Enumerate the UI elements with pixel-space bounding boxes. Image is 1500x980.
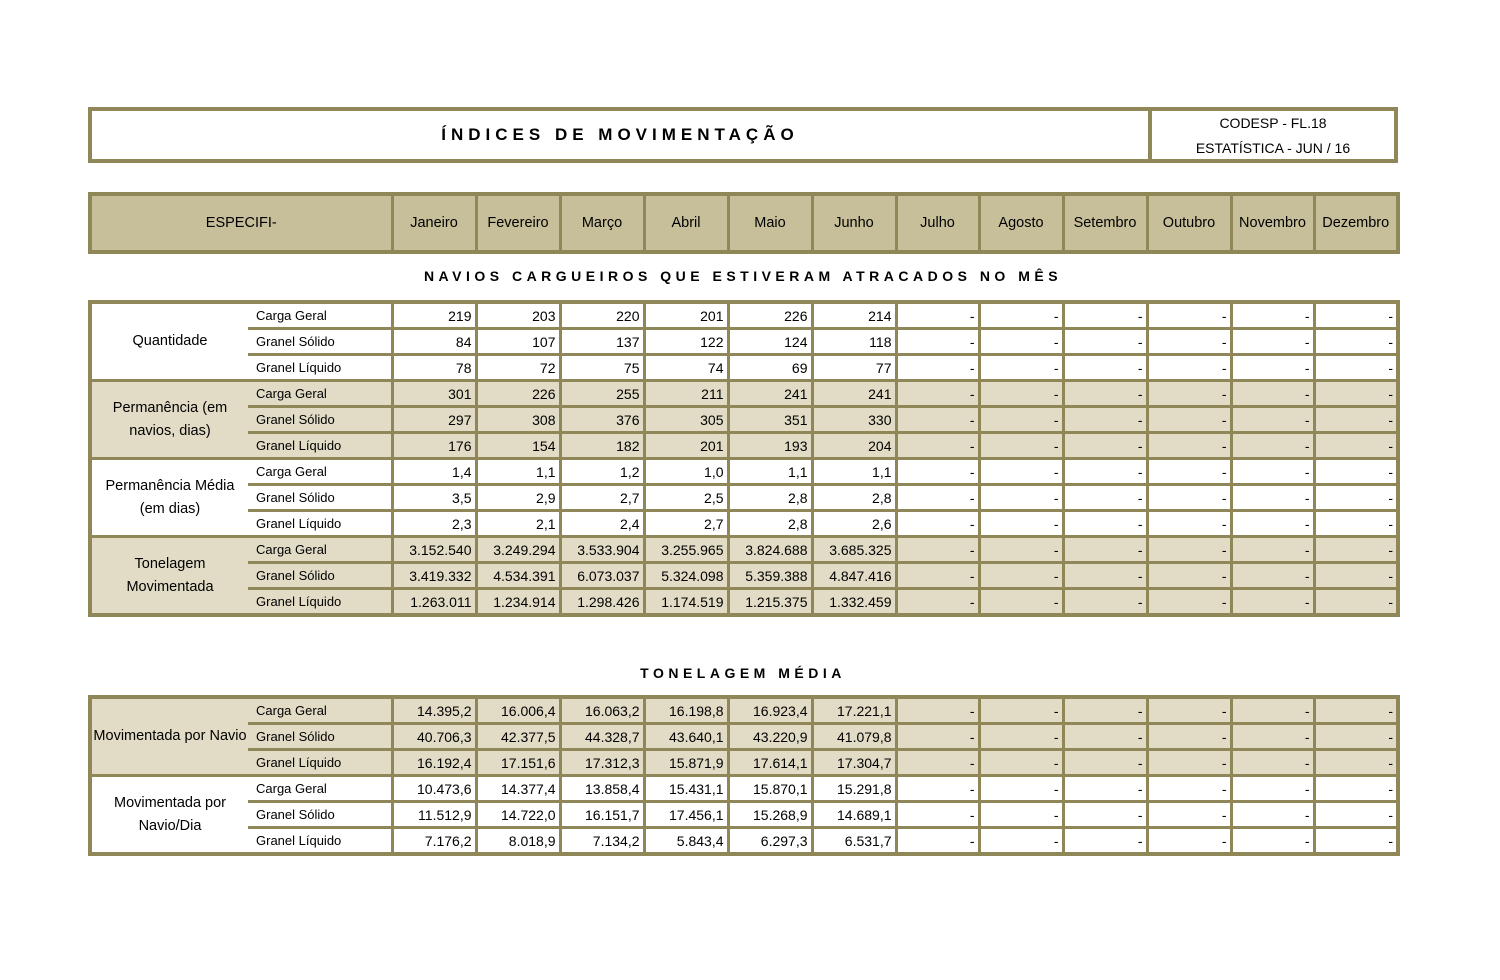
value-cell: - [896, 381, 979, 407]
value-cell: - [1147, 329, 1231, 355]
cargo-type-label: Granel Sólido [248, 802, 392, 828]
value-cell: - [1147, 511, 1231, 537]
table-row [90, 802, 1398, 828]
value-cell: 297 [392, 407, 476, 433]
statistics-period-label: ESTATÍSTICA - JUN / 16 [1195, 140, 1351, 156]
month-header-12: Dezembro [1314, 194, 1398, 252]
value-cell: 3.685.325 [812, 537, 896, 563]
value-cell: - [1147, 802, 1231, 828]
value-cell: 2,8 [812, 485, 896, 511]
table-row [90, 828, 1398, 855]
value-cell: 14.722,0 [476, 802, 560, 828]
value-cell: - [1231, 302, 1314, 329]
value-cell: 44.328,7 [560, 724, 644, 750]
value-cell: - [1314, 828, 1398, 855]
cargo-type-label: Carga Geral [248, 776, 392, 802]
value-cell: - [1231, 485, 1314, 511]
value-cell: 308 [476, 407, 560, 433]
value-cell: - [896, 329, 979, 355]
value-cell: - [1231, 511, 1314, 537]
value-cell: 1,1 [812, 459, 896, 485]
month-header-7: Julho [896, 194, 979, 252]
month-header-11: Novembro [1231, 194, 1314, 252]
value-cell: - [896, 302, 979, 329]
value-cell: - [1231, 355, 1314, 381]
value-cell: 220 [560, 302, 644, 329]
value-cell: - [979, 355, 1063, 381]
value-cell: 201 [644, 433, 728, 459]
table-row [90, 589, 1398, 616]
value-cell: - [1147, 828, 1231, 855]
table-row [90, 302, 1398, 329]
value-cell: - [1147, 697, 1231, 724]
value-cell: - [1314, 802, 1398, 828]
value-cell: - [1231, 381, 1314, 407]
value-cell: 203 [476, 302, 560, 329]
value-cell: 211 [644, 381, 728, 407]
group-label: Movimentada por Navio [90, 697, 248, 776]
value-cell: - [896, 433, 979, 459]
value-cell: 14.689,1 [812, 802, 896, 828]
value-cell: - [1231, 828, 1314, 855]
value-cell: - [896, 776, 979, 802]
value-cell: 1,0 [644, 459, 728, 485]
value-cell: - [1314, 485, 1398, 511]
month-header-10: Outubro [1147, 194, 1231, 252]
value-cell: - [979, 563, 1063, 589]
value-cell: 5.359.388 [728, 563, 812, 589]
codesp-sheet-label: CODESP - FL.18 [1219, 115, 1327, 131]
value-cell: 7.176,2 [392, 828, 476, 855]
value-cell: - [1063, 828, 1147, 855]
value-cell: 41.079,8 [812, 724, 896, 750]
value-cell: 2,8 [728, 511, 812, 537]
value-cell: - [1063, 302, 1147, 329]
value-cell: - [1314, 355, 1398, 381]
cargo-type-label: Granel Líquido [248, 511, 392, 537]
value-cell: 214 [812, 302, 896, 329]
value-cell: - [1147, 563, 1231, 589]
value-cell: - [896, 355, 979, 381]
month-header-8: Agosto [979, 194, 1063, 252]
value-cell: - [1231, 407, 1314, 433]
table-row [90, 697, 1398, 724]
value-cell: - [1314, 381, 1398, 407]
value-cell: 182 [560, 433, 644, 459]
value-cell: 69 [728, 355, 812, 381]
value-cell: 124 [728, 329, 812, 355]
report-title-box [88, 107, 1398, 163]
value-cell: - [1063, 589, 1147, 616]
value-cell: 137 [560, 329, 644, 355]
value-cell: 4.534.391 [476, 563, 560, 589]
group-label: Quantidade [90, 302, 248, 381]
value-cell: 2,9 [476, 485, 560, 511]
month-header-5: Maio [728, 194, 812, 252]
value-cell: - [1063, 511, 1147, 537]
value-cell: - [1147, 407, 1231, 433]
value-cell: - [979, 697, 1063, 724]
value-cell: 1,1 [476, 459, 560, 485]
table-row [90, 381, 1398, 407]
value-cell: 3,5 [392, 485, 476, 511]
value-cell: - [896, 485, 979, 511]
month-header-9: Setembro [1063, 194, 1147, 252]
value-cell: 241 [728, 381, 812, 407]
value-cell: 16.006,4 [476, 697, 560, 724]
value-cell: 14.395,2 [392, 697, 476, 724]
value-cell: 201 [644, 302, 728, 329]
value-cell: 77 [812, 355, 896, 381]
value-cell: 1.263.011 [392, 589, 476, 616]
value-cell: - [1231, 433, 1314, 459]
table-row [90, 433, 1398, 459]
value-cell: - [1314, 302, 1398, 329]
value-cell: - [1231, 459, 1314, 485]
value-cell: 15.268,9 [728, 802, 812, 828]
value-cell: - [979, 724, 1063, 750]
value-cell: - [1147, 302, 1231, 329]
value-cell: 1.298.426 [560, 589, 644, 616]
value-cell: 5.324.098 [644, 563, 728, 589]
cargo-type-label: Carga Geral [248, 381, 392, 407]
value-cell: 17.304,7 [812, 750, 896, 776]
month-header-2: Fevereiro [476, 194, 560, 252]
value-cell: 6.297,3 [728, 828, 812, 855]
value-cell: - [1314, 459, 1398, 485]
value-cell: 16.063,2 [560, 697, 644, 724]
cargo-type-label: Granel Líquido [248, 750, 392, 776]
value-cell: 241 [812, 381, 896, 407]
value-cell: 17.614,1 [728, 750, 812, 776]
value-cell: - [1314, 433, 1398, 459]
group-label: Permanência Média (em dias) [90, 459, 248, 537]
table-row [90, 537, 1398, 563]
value-cell: 1,4 [392, 459, 476, 485]
value-cell: - [896, 724, 979, 750]
value-cell: 6.531,7 [812, 828, 896, 855]
value-cell: 11.512,9 [392, 802, 476, 828]
cargo-type-label: Carga Geral [248, 697, 392, 724]
value-cell: 3.533.904 [560, 537, 644, 563]
value-cell: 1.215.375 [728, 589, 812, 616]
section-title-average-tonnage: TONELAGEM MÉDIA [640, 665, 846, 681]
value-cell: - [979, 802, 1063, 828]
column-header-table [88, 192, 1400, 254]
value-cell: 1.234.914 [476, 589, 560, 616]
value-cell: - [1063, 697, 1147, 724]
month-header-6: Junho [812, 194, 896, 252]
value-cell: 84 [392, 329, 476, 355]
value-cell: 5.843,4 [644, 828, 728, 855]
value-cell: 301 [392, 381, 476, 407]
cargo-type-label: Carga Geral [248, 459, 392, 485]
value-cell: - [1231, 697, 1314, 724]
month-header-4: Abril [644, 194, 728, 252]
table-row [90, 724, 1398, 750]
value-cell: 154 [476, 433, 560, 459]
value-cell: - [979, 433, 1063, 459]
value-cell: - [896, 459, 979, 485]
month-header-1: Janeiro [392, 194, 476, 252]
value-cell: - [1231, 329, 1314, 355]
value-cell: - [1314, 563, 1398, 589]
value-cell: - [896, 407, 979, 433]
cargo-type-label: Granel Sólido [248, 407, 392, 433]
value-cell: - [1063, 381, 1147, 407]
value-cell: 8.018,9 [476, 828, 560, 855]
group-label: Tonelagem Movimentada [90, 537, 248, 616]
value-cell: - [979, 750, 1063, 776]
table-row [90, 485, 1398, 511]
cargo-type-label: Granel Sólido [248, 724, 392, 750]
value-cell: 15.291,8 [812, 776, 896, 802]
value-cell: - [1314, 329, 1398, 355]
value-cell: 122 [644, 329, 728, 355]
value-cell: - [1063, 433, 1147, 459]
cargo-type-label: Granel Sólido [248, 563, 392, 589]
average-tonnage-table [88, 695, 1400, 856]
value-cell: 3.419.332 [392, 563, 476, 589]
cargo-type-label: Carga Geral [248, 537, 392, 563]
value-cell: - [979, 485, 1063, 511]
value-cell: 176 [392, 433, 476, 459]
value-cell: 17.151,6 [476, 750, 560, 776]
value-cell: - [1063, 537, 1147, 563]
value-cell: - [979, 511, 1063, 537]
value-cell: 16.923,4 [728, 697, 812, 724]
value-cell: - [1314, 776, 1398, 802]
value-cell: 15.431,1 [644, 776, 728, 802]
ships-docked-table [88, 300, 1400, 617]
value-cell: 17.221,1 [812, 697, 896, 724]
value-cell: 1.174.519 [644, 589, 728, 616]
table-row [90, 329, 1398, 355]
value-cell: - [1147, 589, 1231, 616]
value-cell: - [1314, 407, 1398, 433]
value-cell: - [1063, 407, 1147, 433]
value-cell: - [979, 589, 1063, 616]
value-cell: - [1147, 537, 1231, 563]
value-cell: - [979, 537, 1063, 563]
value-cell: - [1231, 589, 1314, 616]
value-cell: - [1147, 459, 1231, 485]
value-cell: 3.824.688 [728, 537, 812, 563]
value-cell: 2,7 [560, 485, 644, 511]
month-header-3: Março [560, 194, 644, 252]
value-cell: 305 [644, 407, 728, 433]
value-cell: - [1063, 329, 1147, 355]
value-cell: 204 [812, 433, 896, 459]
value-cell: 351 [728, 407, 812, 433]
value-cell: 16.192,4 [392, 750, 476, 776]
value-cell: 7.134,2 [560, 828, 644, 855]
value-cell: 1,1 [728, 459, 812, 485]
table-row [90, 776, 1398, 802]
value-cell: - [979, 381, 1063, 407]
value-cell: 3.255.965 [644, 537, 728, 563]
cargo-type-label: Granel Líquido [248, 828, 392, 855]
table-row [90, 511, 1398, 537]
table-row [90, 750, 1398, 776]
value-cell: - [1314, 697, 1398, 724]
value-cell: - [896, 697, 979, 724]
section-title-ships: NAVIOS CARGUEIROS QUE ESTIVERAM ATRACADOS NO MÊS [423, 268, 1063, 284]
value-cell: 75 [560, 355, 644, 381]
value-cell: 1,2 [560, 459, 644, 485]
value-cell: 16.151,7 [560, 802, 644, 828]
value-cell: - [1147, 381, 1231, 407]
value-cell: 78 [392, 355, 476, 381]
value-cell: 6.073.037 [560, 563, 644, 589]
value-cell: - [1231, 802, 1314, 828]
value-cell: - [1314, 589, 1398, 616]
value-cell: 74 [644, 355, 728, 381]
value-cell: 43.640,1 [644, 724, 728, 750]
value-cell: 13.858,4 [560, 776, 644, 802]
value-cell: - [1314, 537, 1398, 563]
value-cell: 219 [392, 302, 476, 329]
cargo-type-label: Granel Líquido [248, 589, 392, 616]
value-cell: 226 [728, 302, 812, 329]
value-cell: - [1147, 355, 1231, 381]
table-row [90, 355, 1398, 381]
value-cell: 15.871,9 [644, 750, 728, 776]
value-cell: - [1231, 750, 1314, 776]
cargo-type-label: Granel Líquido [248, 355, 392, 381]
value-cell: - [979, 302, 1063, 329]
value-cell: - [896, 802, 979, 828]
value-cell: - [979, 329, 1063, 355]
value-cell: 118 [812, 329, 896, 355]
value-cell: 2,5 [644, 485, 728, 511]
value-cell: - [896, 750, 979, 776]
value-cell: 330 [812, 407, 896, 433]
value-cell: 2,3 [392, 511, 476, 537]
value-cell: 2,8 [728, 485, 812, 511]
value-cell: 376 [560, 407, 644, 433]
value-cell: - [1063, 776, 1147, 802]
value-cell: - [1147, 776, 1231, 802]
value-cell: - [979, 776, 1063, 802]
value-cell: 2,1 [476, 511, 560, 537]
value-cell: 14.377,4 [476, 776, 560, 802]
value-cell: 10.473,6 [392, 776, 476, 802]
value-cell: 15.870,1 [728, 776, 812, 802]
value-cell: 4.847.416 [812, 563, 896, 589]
value-cell: 1.332.459 [812, 589, 896, 616]
cargo-type-label: Granel Sólido [248, 329, 392, 355]
value-cell: - [896, 511, 979, 537]
value-cell: - [1063, 750, 1147, 776]
value-cell: - [1314, 750, 1398, 776]
value-cell: - [1147, 433, 1231, 459]
value-cell: 255 [560, 381, 644, 407]
value-cell: 16.198,8 [644, 697, 728, 724]
value-cell: - [1063, 802, 1147, 828]
spec-column-header: ESPECIFI- [90, 194, 392, 252]
group-label: Permanência (em navios, dias) [90, 381, 248, 459]
value-cell: - [979, 407, 1063, 433]
value-cell: 193 [728, 433, 812, 459]
value-cell: - [1314, 724, 1398, 750]
value-cell: - [1231, 776, 1314, 802]
value-cell: - [1063, 485, 1147, 511]
value-cell: 72 [476, 355, 560, 381]
report-meta [1152, 111, 1394, 159]
value-cell: 40.706,3 [392, 724, 476, 750]
value-cell: - [1063, 724, 1147, 750]
value-cell: 107 [476, 329, 560, 355]
value-cell: - [1063, 563, 1147, 589]
value-cell: - [1231, 724, 1314, 750]
value-cell: 17.312,3 [560, 750, 644, 776]
value-cell: - [896, 828, 979, 855]
value-cell: - [896, 563, 979, 589]
value-cell: 2,6 [812, 511, 896, 537]
cargo-type-label: Granel Sólido [248, 485, 392, 511]
value-cell: 3.249.294 [476, 537, 560, 563]
table-row [90, 407, 1398, 433]
value-cell: - [979, 459, 1063, 485]
value-cell: 3.152.540 [392, 537, 476, 563]
value-cell: - [1063, 459, 1147, 485]
value-cell: - [1231, 537, 1314, 563]
value-cell: 226 [476, 381, 560, 407]
report-title: ÍNDICES DE MOVIMENTAÇÃO [92, 111, 1152, 159]
table-row [90, 459, 1398, 485]
group-label: Movimentada por Navio/Dia [90, 776, 248, 855]
value-cell: - [896, 537, 979, 563]
cargo-type-label: Granel Líquido [248, 433, 392, 459]
value-cell: 42.377,5 [476, 724, 560, 750]
value-cell: - [1147, 485, 1231, 511]
value-cell: - [979, 828, 1063, 855]
value-cell: - [896, 589, 979, 616]
value-cell: 2,7 [644, 511, 728, 537]
value-cell: - [1231, 563, 1314, 589]
cargo-type-label: Carga Geral [248, 302, 392, 329]
value-cell: 43.220,9 [728, 724, 812, 750]
value-cell: - [1147, 750, 1231, 776]
value-cell: - [1147, 724, 1231, 750]
table-row [90, 563, 1398, 589]
value-cell: - [1063, 355, 1147, 381]
value-cell: - [1314, 511, 1398, 537]
value-cell: 2,4 [560, 511, 644, 537]
value-cell: 17.456,1 [644, 802, 728, 828]
